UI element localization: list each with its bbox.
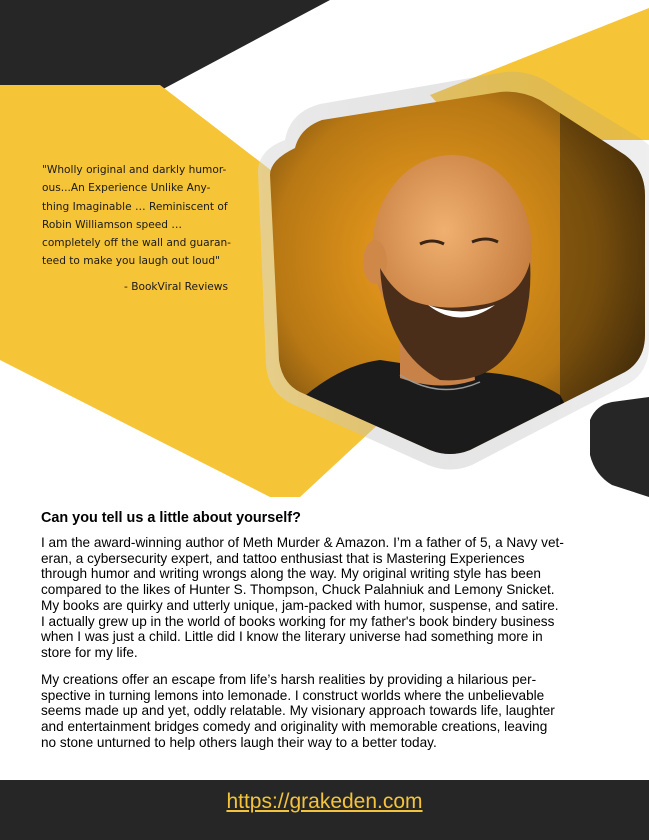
paragraph-line: My books are quirky and utterly unique, jam-packed with humor, suspense, and satire.: [41, 597, 559, 613]
paragraph-line: My creations offer an escape from life’s harsh realities by providing a hilarious per-: [41, 672, 537, 687]
quote-line: "Wholly original and darkly humor-: [42, 164, 227, 176]
paragraph-line: compared to the likes of Hunter S. Thompson, Chuck Palahniuk and Lemony Snicket.: [41, 582, 555, 598]
paragraph-line: no stone unturned to help others laugh their way to a better today.: [41, 734, 437, 750]
quote-attribution: - BookViral Reviews: [124, 281, 228, 293]
answer-paragraph-2: [41, 672, 611, 751]
website-link[interactable]: https://grakeden.com: [226, 790, 423, 813]
paragraph-line: spective in turning lemons into lemonade. I construct worlds where the unbelievable: [41, 687, 545, 703]
quote-line: ous...An Experience Unlike Any-: [42, 182, 211, 195]
quote-line: Robin Williamson speed …: [42, 218, 182, 231]
paragraph-line: when I was just a child. Little did I know the literary universe had something more in: [41, 629, 543, 645]
paragraph-line: I am the award-winning author of Meth Murder & Amazon. I’m a father of 5, a Navy vet-: [41, 535, 564, 550]
review-quote: [42, 161, 242, 271]
paragraph-line: I actually grew up in the world of books working for my father's book bindery business: [41, 613, 555, 629]
paragraph-line: store for my life.: [41, 644, 138, 660]
paragraph-line: and entertainment bridges comedy and originality with memorable creations, leaving: [41, 719, 548, 735]
interview-question: Can you tell us a little about yourself?: [41, 510, 301, 526]
quote-line: teed to make you laugh out loud": [42, 255, 220, 268]
paragraph-line: eran, a cybersecurity expert, and tattoo enthusiast that is Mastering Experiences: [41, 550, 525, 566]
quote-line: completely off the wall and guaran-: [42, 237, 231, 250]
paragraph-line: through humor and writing wrongs along the way. My original writing style has been: [41, 566, 541, 582]
paragraph-line: seems made up and yet, oddly relatable. My visionary approach towards life, laughter: [41, 703, 555, 719]
answer-paragraph-1: [41, 535, 611, 661]
quote-line: thing Imaginable … Reminiscent of: [42, 200, 228, 213]
